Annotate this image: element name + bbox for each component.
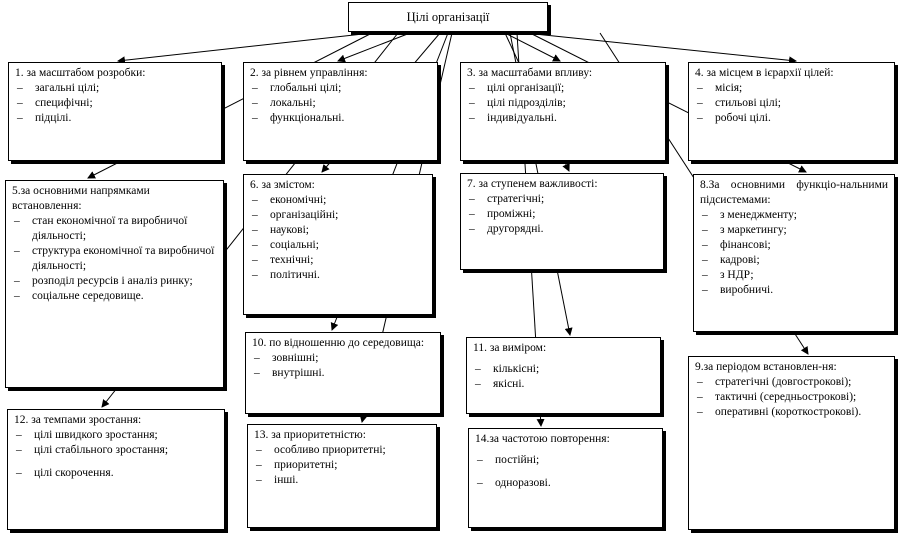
category-header: 10. по відношенню до середовища:: [252, 337, 425, 349]
list-item: – глобальні цілі;: [250, 81, 431, 96]
category-c7: [460, 173, 664, 270]
category-header: 2. за рівнем управління:: [250, 67, 368, 79]
category-header: 14.за частотою повторення:: [475, 433, 610, 445]
category-header: 11. за виміром:: [473, 342, 547, 354]
list-item: – кількісні;: [473, 362, 654, 377]
list-item: – виробничі.: [700, 283, 888, 298]
list-item: – стратегічні;: [467, 192, 657, 207]
list-item: – специфічні;: [15, 96, 215, 111]
list-item: – структура економічної та виробничої діяльності;: [12, 244, 217, 274]
list-item: – економічні;: [250, 193, 426, 208]
list-item: – з менеджменту;: [700, 208, 888, 223]
list-item: – внутрішні.: [252, 366, 434, 381]
list-item: – фінансові;: [700, 238, 888, 253]
category-header: 1. за масштабом розробки:: [15, 67, 146, 79]
category-c6: [243, 174, 433, 315]
category-header: 8.За основними функціо-нальними підсистемами:: [700, 179, 888, 206]
list-item: – тактичні (середньострокові);: [695, 390, 888, 405]
category-header: 6. за змістом:: [250, 179, 315, 191]
list-item: – якісні.: [473, 377, 654, 392]
category-header: 7. за ступенем важливості:: [467, 178, 598, 190]
list-item: – цілі підрозділів;: [467, 96, 659, 111]
list-item: – робочі цілі.: [695, 111, 888, 126]
category-header: 9.за періодом встановлен-ня:: [695, 361, 837, 373]
category-c5: [5, 180, 224, 388]
category-header: 3. за масштабами впливу:: [467, 67, 593, 79]
arrow-to-c2: [338, 33, 410, 61]
list-item: – стильові цілі;: [695, 96, 888, 111]
category-c3: [460, 62, 666, 161]
category-c2: [243, 62, 438, 161]
list-item: – цілі скорочення.: [14, 466, 218, 481]
list-item: – функціональні.: [250, 111, 431, 126]
list-item: – з НДР;: [700, 268, 888, 283]
category-c14: [468, 428, 663, 528]
list-item: – з маркетингу;: [700, 223, 888, 238]
list-item: – цілі швидкого зростання;: [14, 428, 218, 443]
list-item: – наукові;: [250, 223, 426, 238]
list-item: – соціальне середовище.: [12, 289, 217, 304]
list-item: – кадрові;: [700, 253, 888, 268]
category-c9: [688, 356, 895, 530]
arrow-to-c1: [118, 33, 372, 61]
category-c13: [247, 424, 437, 528]
category-header: 13. за приоритетністю:: [254, 429, 366, 441]
list-item: – цілі організації;: [467, 81, 659, 96]
category-c8: [693, 174, 895, 332]
category-header: 4. за місцем в ієрархії цілей:: [695, 67, 834, 79]
list-item: – приоритетні;: [254, 458, 430, 473]
list-item: – індивідуальні.: [467, 111, 659, 126]
list-item: – постійні;: [475, 453, 656, 468]
list-item: – зовнішні;: [252, 351, 434, 366]
category-header: 12. за темпами зростання:: [14, 414, 142, 426]
list-item: – другорядні.: [467, 222, 657, 237]
list-item: – стан економічної та виробничої діяльності;: [12, 214, 217, 244]
category-header: 5.за основними напрямками встановлення:: [12, 185, 150, 212]
list-item: – проміжні;: [467, 207, 657, 222]
list-item: – розподіл ресурсів і аналіз ринку;: [12, 274, 217, 289]
list-item: – локальні;: [250, 96, 431, 111]
list-item: – технічні;: [250, 253, 426, 268]
list-item: – політичні.: [250, 268, 426, 283]
diagram-title: Цілі організації: [348, 2, 548, 32]
list-item: – інші.: [254, 473, 430, 488]
list-item: – організаційні;: [250, 208, 426, 223]
list-item: – місія;: [695, 81, 888, 96]
category-c4: [688, 62, 895, 161]
list-item: – оперативні (короткострокові).: [695, 405, 888, 420]
list-item: – цілі стабільного зростання;: [14, 443, 218, 458]
list-item: – одноразові.: [475, 476, 656, 491]
list-item: – загальні цілі;: [15, 81, 215, 96]
arrow-to-c4: [525, 33, 796, 61]
list-item: – стратегічні (довгострокові);: [695, 375, 888, 390]
list-item: – особливо приоритетні;: [254, 443, 430, 458]
category-c12: [7, 409, 225, 530]
category-c11: [466, 337, 661, 414]
list-item: – соціальні;: [250, 238, 426, 253]
category-c1: [8, 62, 222, 161]
category-c10: [245, 332, 441, 414]
list-item: – підцілі.: [15, 111, 215, 126]
